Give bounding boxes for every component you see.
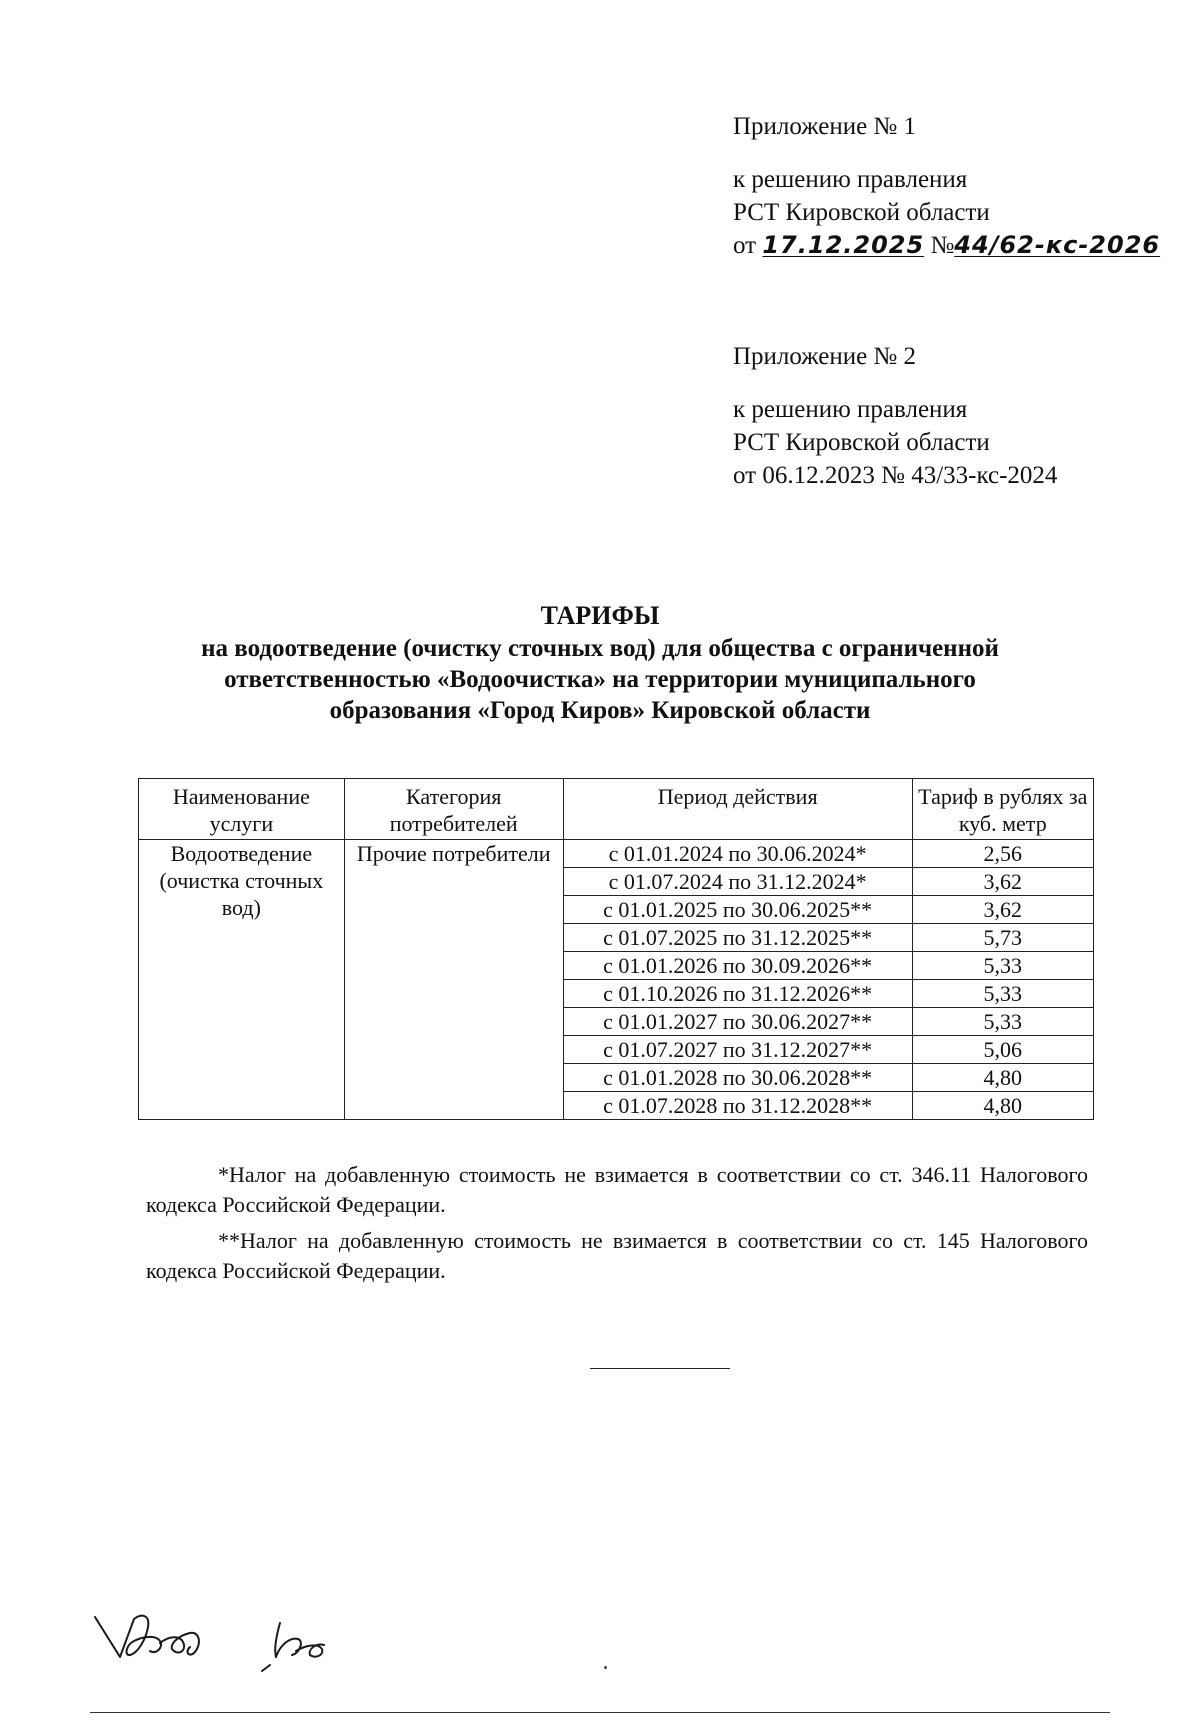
cell-service: Водоотведение (очистка сточных вод)	[139, 840, 345, 1120]
cell-period: с 01.01.2027 по 30.06.2027**	[563, 1008, 912, 1036]
cell-tariff: 5,33	[912, 980, 1093, 1008]
table-row	[139, 840, 1094, 868]
cell-period: с 01.07.2028 по 31.12.2028**	[563, 1092, 912, 1120]
heading-main: ТАРИФЫ	[540, 601, 660, 630]
header-service: Наименование услуги	[139, 779, 345, 840]
heading-line-1: на водоотведение (очистку сточных вод) для общества с ограниченной	[201, 635, 999, 662]
signature-stroke-3	[262, 1665, 270, 1671]
cell-tariff: 2,56	[912, 840, 1093, 868]
appendix-1-block	[733, 110, 1160, 262]
footnotes	[146, 1160, 1088, 1292]
end-divider	[590, 1368, 730, 1369]
cell-tariff: 4,80	[912, 1092, 1093, 1120]
signature-stroke-1	[95, 1616, 199, 1657]
cell-period: с 01.01.2028 по 30.06.2028**	[563, 1064, 912, 1092]
appendix-1-handwritten-date: 17.12.2025	[762, 231, 925, 259]
cell-tariff: 3,62	[912, 868, 1093, 896]
appendix-2-line-3: от 06.12.2023 № 43/33-кс-2024	[733, 462, 1058, 489]
appendix-2-block	[733, 340, 1057, 492]
cell-tariff: 5,33	[912, 952, 1093, 980]
table-header-row	[139, 779, 1094, 840]
heading-line-2: ответственностью «Водоочистка» на территории муниципального	[224, 666, 976, 693]
heading-line-3: образования «Город Киров» Кировской области	[329, 697, 871, 724]
cell-period: с 01.07.2025 по 31.12.2025**	[563, 924, 912, 952]
cell-tariff: 5,06	[912, 1036, 1093, 1064]
footnote-2: **Налог на добавленную стоимость не взимается в соответствии со ст. 145 Налогового кодекса Российской Федерации.	[146, 1228, 1088, 1283]
appendix-2-line-1: к решению правления	[733, 396, 968, 423]
cell-category: Прочие потребители	[344, 840, 563, 1120]
cell-period: с 01.01.2026 по 30.09.2026**	[563, 952, 912, 980]
page-bottom-rule	[90, 1712, 1110, 1713]
header-period: Период действия	[563, 779, 912, 840]
cell-period: с 01.01.2025 по 30.06.2025**	[563, 896, 912, 924]
appendix-1-line-2: РСТ Кировской области	[733, 199, 990, 226]
footnote-1: *Налог на добавленную стоимость не взимается в соответствии со ст. 346.11 Налогового кодекса Российской Федерации.	[146, 1162, 1088, 1217]
header-tariff: Тариф в рублях за куб. метр	[912, 779, 1093, 840]
cell-period: с 01.01.2024 по 30.06.2024*	[563, 840, 912, 868]
cell-period: с 01.10.2026 по 31.12.2026**	[563, 980, 912, 1008]
appendix-1-decision-line	[733, 229, 1160, 262]
cell-period: с 01.07.2027 по 31.12.2027**	[563, 1036, 912, 1064]
cell-tariff: 5,73	[912, 924, 1093, 952]
appendix-2-title: Приложение № 2	[733, 343, 917, 370]
appendix-1-line-1: к решению правления	[733, 166, 968, 193]
cell-tariff: 3,62	[912, 896, 1093, 924]
appendix-1-title: Приложение № 1	[733, 113, 917, 140]
cell-tariff: 4,80	[912, 1064, 1093, 1092]
signature-stroke-2	[275, 1623, 324, 1657]
document-heading	[100, 600, 1100, 726]
signature-initials	[90, 1605, 390, 1675]
cell-period: с 01.07.2024 по 31.12.2024*	[563, 868, 912, 896]
scan-speck	[604, 1666, 607, 1669]
appendix-2-line-2: РСТ Кировской области	[733, 429, 990, 456]
cell-tariff: 5,33	[912, 1008, 1093, 1036]
tariffs-table	[138, 778, 1094, 1120]
header-category: Категория потребителей	[344, 779, 563, 840]
appendix-1-handwritten-number: 44/62-кс-2026	[954, 231, 1161, 259]
appendix-1-prefix-ot: от	[733, 232, 757, 259]
appendix-1-number-sign: №	[930, 232, 955, 259]
